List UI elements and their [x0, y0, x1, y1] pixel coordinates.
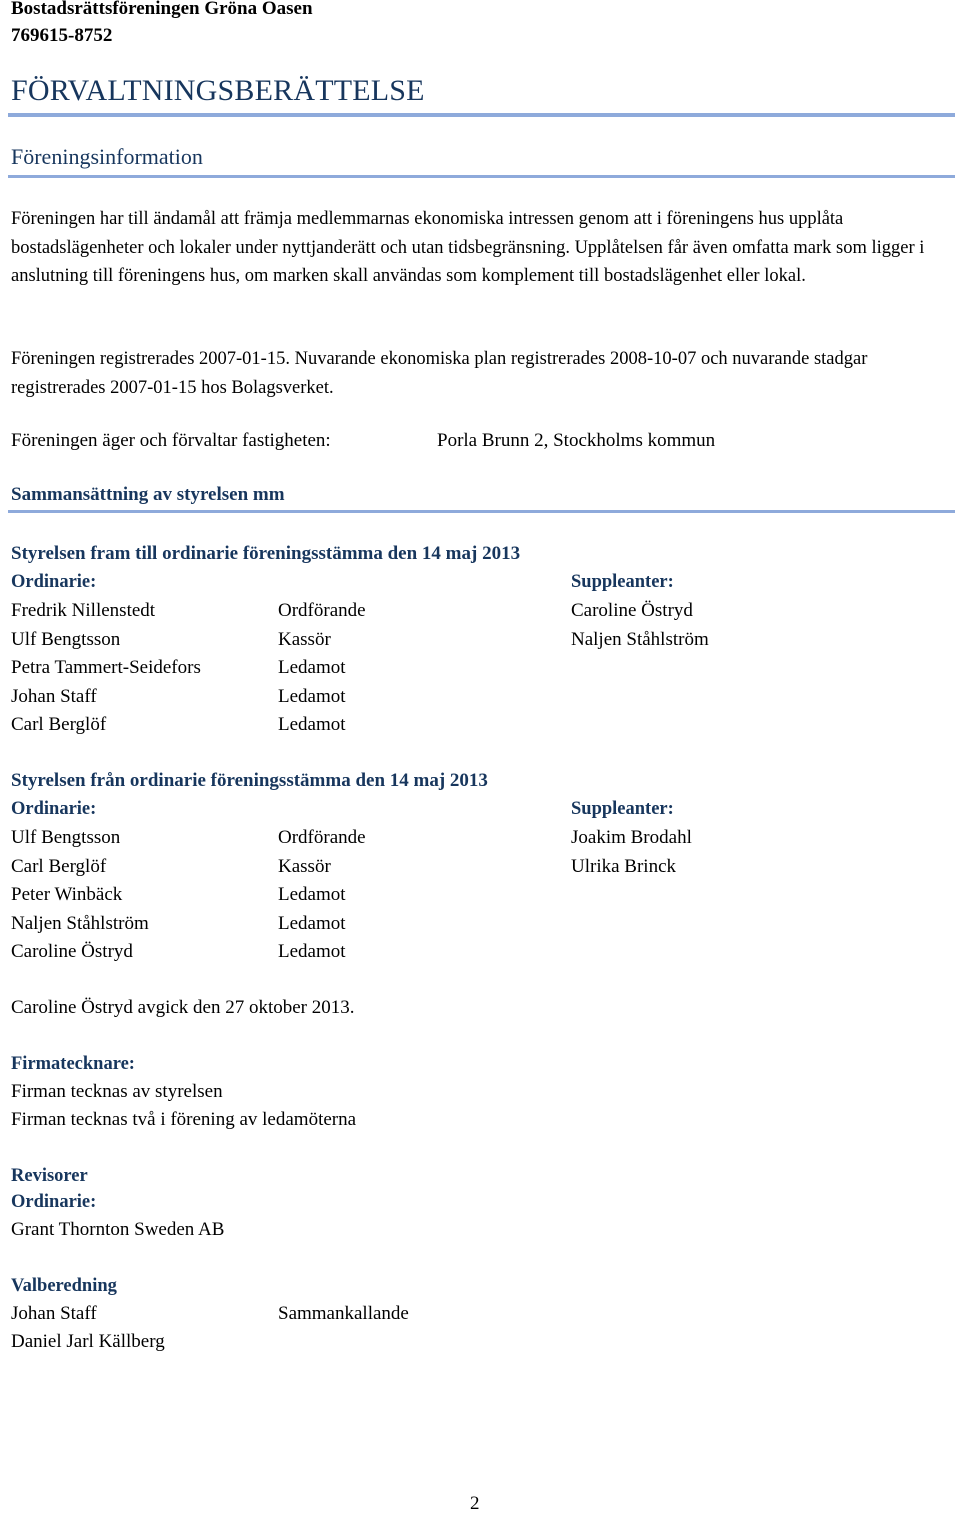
signatory-line: Firman tecknas två i förening av ledamöterna [11, 1109, 357, 1130]
board-member-role: Ledamot [278, 657, 346, 678]
page-title: FÖRVALTNINGSBERÄTTELSE [11, 74, 425, 107]
board-after-title: Styrelsen från ordinarie föreningsstämma den 14 maj 2013 [11, 770, 488, 791]
board-member-role: Ordförande [278, 827, 366, 848]
board-member-role: Ledamot [278, 913, 346, 934]
board-member-role: Ledamot [278, 714, 346, 735]
board-before-ordinary-label: Ordinarie: [11, 572, 97, 592]
info-divider [8, 175, 955, 178]
board-member-role: Ledamot [278, 686, 346, 707]
board-member-name: Fredrik Nillenstedt [11, 600, 156, 621]
nomination-label: Valberedning [11, 1276, 117, 1296]
board-member-role: Ledamot [278, 884, 346, 905]
board-member-name: Carl Berglöf [11, 856, 107, 877]
resignation-note: Caroline Östryd avgick den 27 oktober 2013. [11, 997, 355, 1018]
deputy-name: Naljen Ståhlström [571, 629, 709, 650]
organization-number: 769615-8752 [11, 25, 113, 46]
board-member-role: Ordförande [278, 600, 366, 621]
board-member-name: Caroline Östryd [11, 941, 133, 962]
board-member-name: Naljen Ståhlström [11, 913, 149, 934]
board-member-name: Petra Tammert-Seidefors [11, 657, 201, 678]
registration-paragraph: Föreningen registrerades 2007-01-15. Nuvarande ekonomiska plan registrerades 2008-10-07 och nuvarande stadgar registrerades 2007-01-15 hos Bolagsverket. [11, 349, 868, 398]
board-member-name: Carl Berglöf [11, 714, 107, 735]
property-label: Föreningen äger och förvaltar fastigheten: [11, 430, 331, 451]
auditor-name: Grant Thornton Sweden AB [11, 1219, 225, 1240]
signatories-label: Firmatecknare: [11, 1054, 135, 1074]
nomination-member-name: Daniel Jarl Källberg [11, 1331, 165, 1352]
section-heading-board: Sammansättning av styrelsen mm [11, 484, 285, 505]
signatory-line: Firman tecknas av styrelsen [11, 1081, 223, 1102]
board-after-deputies-label: Suppleanter: [571, 799, 674, 819]
nomination-member-name: Johan Staff [11, 1303, 97, 1324]
board-before-title: Styrelsen fram till ordinarie föreningsstämma den 14 maj 2013 [11, 543, 521, 564]
board-member-name: Ulf Bengtsson [11, 827, 121, 848]
board-member-role: Kassör [278, 856, 331, 877]
deputy-name: Caroline Östryd [571, 600, 693, 621]
deputy-name: Ulrika Brinck [571, 856, 677, 877]
board-member-name: Ulf Bengtsson [11, 629, 121, 650]
purpose-paragraph: Föreningen har till ändamål att främja medlemmarnas ekonomiska intressen genom att i föreningens hus upplåta bostadslägenheter och lokaler under nyttjanderätt och utan tidsbegränsning. Upplåtelsen får även omfatta mark som ligger i anslutning till föreningens hus, om marken skall användas som komplement till bostadslägenhet eller lokal. [11, 209, 925, 286]
board-member-name: Johan Staff [11, 686, 97, 707]
section-heading-info: Föreningsinformation [11, 144, 203, 169]
board-member-role: Kassör [278, 629, 331, 650]
title-divider [8, 113, 955, 117]
auditors-label: Revisorer [11, 1166, 88, 1186]
page-number: 2 [470, 1493, 480, 1514]
board-member-name: Peter Winbäck [11, 884, 123, 905]
auditors-ordinary-label: Ordinarie: [11, 1192, 97, 1212]
board-divider [8, 510, 955, 513]
property-value: Porla Brunn 2, Stockholms kommun [437, 430, 716, 451]
board-member-role: Ledamot [278, 941, 346, 962]
deputy-name: Joakim Brodahl [571, 827, 692, 848]
nomination-member-role: Sammankallande [278, 1303, 409, 1324]
board-after-ordinary-label: Ordinarie: [11, 799, 97, 819]
organization-name: Bostadsrättsföreningen Gröna Oasen [11, 0, 313, 19]
board-before-deputies-label: Suppleanter: [571, 572, 674, 592]
